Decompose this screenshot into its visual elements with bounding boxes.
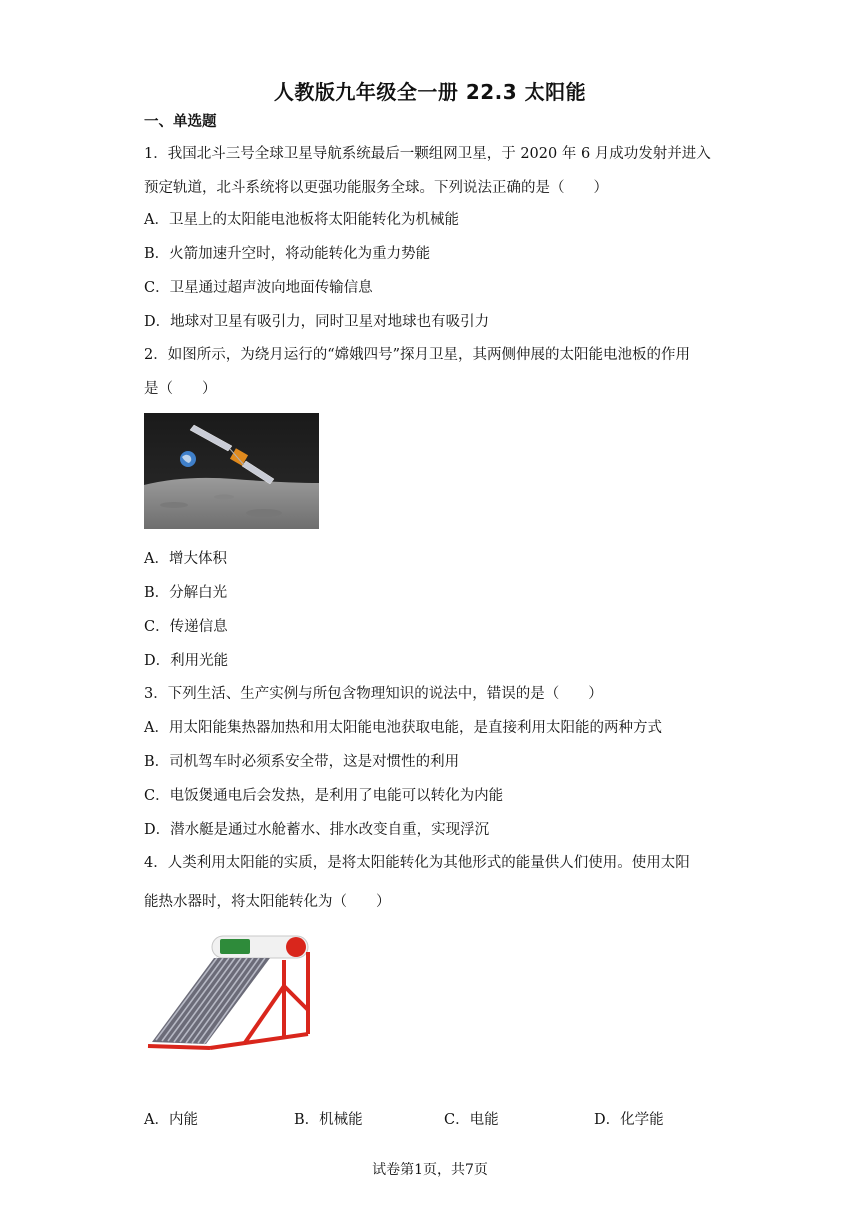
q4-option-b: B．机械能: [294, 1112, 363, 1128]
q1-option-c: C．卫星通过超声波向地面传输信息: [144, 280, 373, 296]
q3-stem: 3．下列生活、生产实例与所包含物理知识的说法中，错误的是（ ）: [144, 686, 603, 702]
q2-stem-line1: 2．如图所示，为绕月运行的“嫦娥四号”探月卫星，其两侧伸展的太阳能电池板的作用: [144, 347, 691, 363]
section-heading: 一、单选题: [144, 114, 217, 130]
q4-options-row: [144, 1108, 704, 1130]
q4-option-c: C．电能: [444, 1112, 499, 1128]
satellite-figure: [144, 413, 319, 529]
q4-stem-line2: 能热水器时，将太阳能转化为（ ）: [144, 894, 391, 910]
q2-option-d: D．利用光能: [144, 653, 229, 669]
q4-stem-line1: 4．人类利用太阳能的实质，是将太阳能转化为其他形式的能量供人们使用。使用太阳: [144, 855, 690, 871]
q3-option-c: C．电饭煲通电后会发热，是利用了电能可以转化为内能: [144, 788, 504, 804]
q4-option-d: D．化学能: [594, 1112, 664, 1128]
q1-stem-line1: 1．我国北斗三号全球卫星导航系统最后一颗组网卫星，于 2020 年 6 月成功发射并进入: [144, 146, 711, 162]
q2-option-a: A．增大体积: [144, 551, 227, 567]
q3-option-d: D．潜水艇是通过水舱蓄水、排水改变自重，实现浮沉: [144, 822, 490, 838]
q1-stem-line2: 预定轨道，北斗系统将以更强功能服务全球。下列说法正确的是（ ）: [144, 180, 608, 196]
page-footer: 试卷第1页，共7页: [372, 1162, 488, 1178]
q3-option-a: A．用太阳能集热器加热和用太阳能电池获取电能，是直接利用太阳能的两种方式: [144, 720, 662, 736]
solar-water-heater-figure: [144, 930, 314, 1058]
q2-option-c: C．传递信息: [144, 619, 228, 635]
q1-option-a: A．卫星上的太阳能电池板将太阳能转化为机械能: [144, 212, 459, 228]
q1-option-b: B．火箭加速升空时，将动能转化为重力势能: [144, 246, 431, 262]
q4-option-a: A．内能: [144, 1112, 198, 1128]
brand-label-icon: [220, 939, 250, 954]
q1-option-d: D．地球对卫星有吸引力，同时卫星对地球也有吸引力: [144, 314, 490, 330]
q2-option-b: B．分解白光: [144, 585, 228, 601]
q2-stem-line2: 是（ ）: [144, 381, 217, 397]
page-title: 人教版九年级全一册 22.3 太阳能: [273, 80, 587, 104]
q3-option-b: B．司机驾车时必须系安全带，这是对惯性的利用: [144, 754, 460, 770]
